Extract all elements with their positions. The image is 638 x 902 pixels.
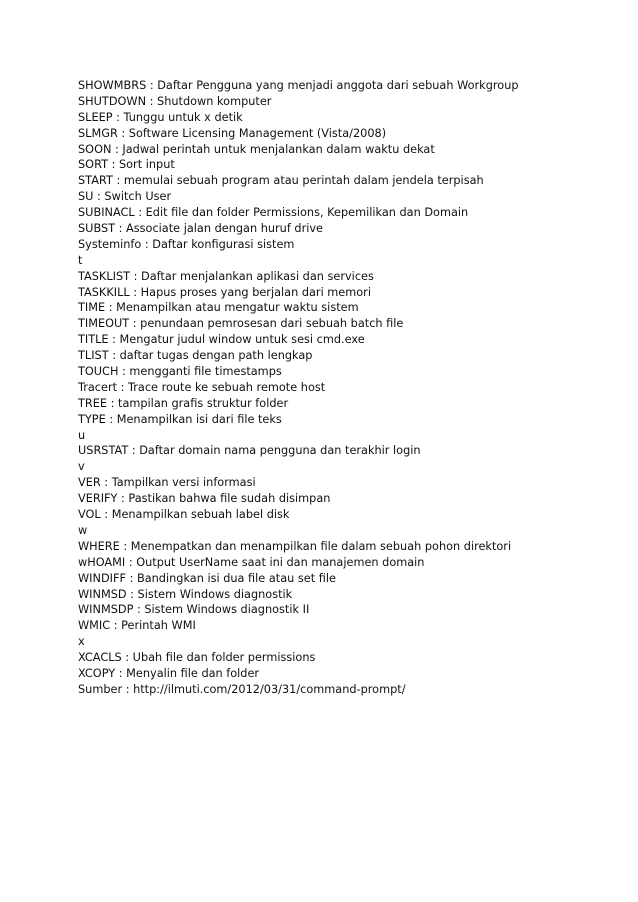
section-letter-v: v [78,460,85,474]
text-line-taskkill: TASKKILL : Hapus proses yang berjalan dari memori [78,285,371,299]
command-list [78,78,578,698]
source-citation: Sumber : http://ilmuti.com/2012/03/31/command-prompt/ [78,682,406,696]
section-letter-u: u [78,428,86,442]
text-line-tree: TREE : tampilan grafis struktur folder [78,396,289,410]
section-letter-w: w [78,523,88,537]
text-line-su: SU : Switch User [78,190,172,204]
text-line-where: WHERE : Menempatkan dan menampilkan file dalam sebuah pohon direktori [78,539,512,553]
text-line-wmic: WMIC : Perintah WMI [78,619,196,633]
text-line-time: TIME : Menampilkan atau mengatur waktu sistem [78,301,359,315]
text-line-subinacl: SUBINACL : Edit file dan folder Permissions, Kepemilikan dan Domain [78,206,469,220]
text-line-type: TYPE : Menampilkan isi dari file teks [78,412,282,426]
text-line-timeout: TIMEOUT : penundaan pemrosesan dari sebuah batch file [78,317,404,331]
text-line-soon: SOON : Jadwal perintah untuk menjalankan dalam waktu dekat [78,142,435,156]
section-letter-x: x [78,635,85,649]
text-line-sort: SORT : Sort input [78,158,175,172]
text-line-sleep: SLEEP : Tunggu untuk x detik [78,110,243,124]
text-line-tracert: Tracert : Trace route ke sebuah remote host [78,380,326,394]
text-line-tlist: TLIST : daftar tugas dengan path lengkap [78,349,313,363]
text-line-shutdown: SHUTDOWN : Shutdown komputer [78,94,272,108]
text-line-windiff: WINDIFF : Bandingkan isi dua file atau set file [78,571,336,585]
text-line-winmsd: WINMSD : Sistem Windows diagnostik [78,587,293,601]
text-line-tasklist: TASKLIST : Daftar menjalankan aplikasi dan services [78,269,374,283]
text-line-start: START : memulai sebuah program atau perintah dalam jendela terpisah [78,174,484,188]
text-line-usrstat: USRSTAT : Daftar domain nama pengguna dan terakhir login [78,444,421,458]
text-line-slmgr: SLMGR : Software Licensing Management (Vista/2008) [78,126,387,140]
text-line-whoami: wHOAMI : Output UserName saat ini dan manajemen domain [78,555,425,569]
text-line-xcopy: XCOPY : Menyalin file dan folder [78,666,260,680]
text-line-title: TITLE : Mengatur judul window untuk sesi cmd.exe [78,333,365,347]
text-line-winmsdp: WINMSDP : Sistem Windows diagnostik II [78,603,310,617]
text-line-verify: VERIFY : Pastikan bahwa file sudah disimpan [78,492,331,506]
text-line-ver: VER : Tampilkan versi informasi [78,476,256,490]
text-line-subst: SUBST : Associate jalan dengan huruf drive [78,222,323,236]
text-line-xcacls: XCACLS : Ubah file dan folder permissions [78,651,316,665]
text-line-vol: VOL : Menampilkan sebuah label disk [78,508,290,522]
text-line-systeminfo: Systeminfo : Daftar konfigurasi sistem [78,237,295,251]
section-letter-t: t [78,253,83,267]
text-line-touch: TOUCH : mengganti file timestamps [78,365,282,379]
text-line-showmbrs: SHOWMBRS : Daftar Pengguna yang menjadi anggota dari sebuah Workgroup [78,79,519,92]
